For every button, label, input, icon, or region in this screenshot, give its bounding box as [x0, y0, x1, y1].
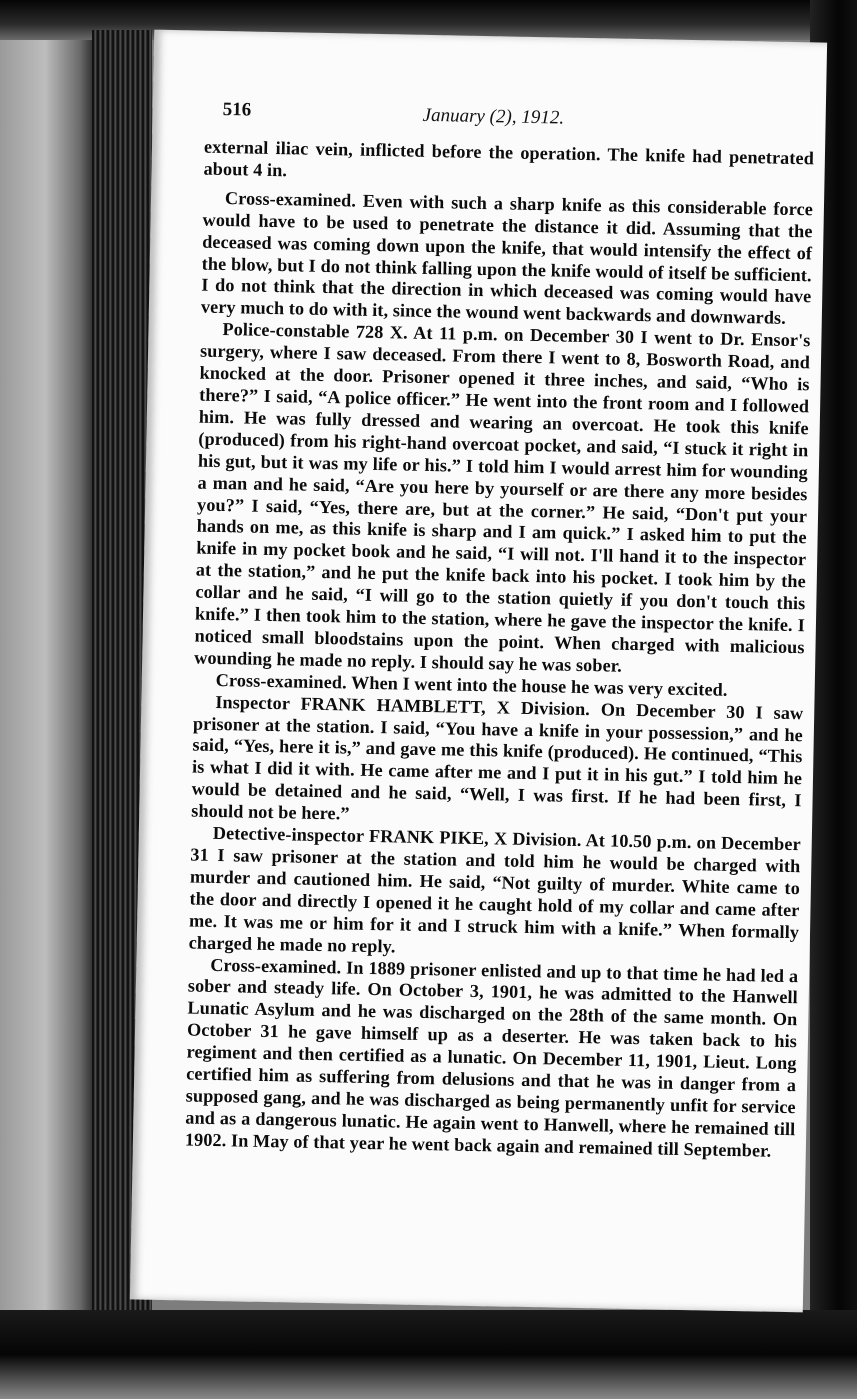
page-number: 516: [222, 98, 252, 121]
scan-background-bottom: [0, 1310, 857, 1399]
paragraph-cross-examined-pike: Cross-examined. In 1889 prisoner enlisted and up to that time he had led a sober and steady life. On October 3, 1901, he was admitted to the Hanwell Lunatic Asylum and he was discharged on the 28th of the same month. On October 31 he gave himself up as a deserter. He was taken back to his regiment and then certified as a lunatic. On December 11, 1901, Lieut. Long certified him as suffering from delusions and that he was in danger from a supposed gang, and he was discharged as being permanently unfit for service and as a dangerous lunatic. He again went to Hanwell, where he remained till 1902. In May of that year he went back again and remained till September.: [184, 954, 799, 1161]
paragraph-inspector-hamblett: Inspector FRANK HAMBLETT, X Division. On December 30 I saw prisoner at the station. I said, “You have a knife in your possession,” and he said, “Yes, here it is,” and gave me this knife (produced). He continued, “This is what I did it with. He came after me and I put it in his gut.” I told him he would be detained and he said, “Well, I was first. If he had been first, I should not be here.”: [191, 691, 804, 824]
paragraph-continuation: external iliac vein, inflicted before the operation. The knife had penetrated about 4 in.: [203, 136, 815, 181]
page-header: [222, 99, 782, 140]
book-page: [130, 30, 827, 1313]
running-head-date: January (2), 1912.: [422, 104, 565, 129]
paragraph-cross-examined-surgeon: Cross-examined. Even with such a sharp knife as this considerable force would have to be used to penetrate the distance it did. Assuming that the deceased was coming down upon the knife, that would intensify the effect of the blow, but I do not think falling upon the knife would of itself be sufficient. I do not think that the direction in which deceased was coming would have very much to do with it, since the wound went backwards and downwards.: [200, 187, 814, 329]
paragraph-police-constable-testimony: Police-constable 728 X. At 11 p.m. on December 30 I went to Dr. Ensor's surgery, where I saw deceased. From there I went to 8, Bosworth Road, and knocked at the door. Prisoner opened it three inches, and said, “Who is there?” I said, “A police officer.” He went into the front room and I followed him. He was fully dressed and wearing an overcoat. He took this knife (produced) from his right-hand overcoat pocket, and said, “I stuck it right in his gut, but it was my life or his.” I told him I would arrest him for wounding a man and he said, “Are you here by yourself or are there any more besides you?” I said, “Yes, there are, but at the corner.” He said, “Don't put your hands on me, as this knife is sharp and I am quick.” I asked him to put the knife in my pocket book and he said, “I will not. I'll hand it to the inspector at the station,” and he put the knife back into his pocket. I took him by the collar and he said, “I will go to the station quietly if you don't touch this knife.” I then took him to the station, where he gave the inspector the knife. I noticed small bloodstains upon the point. When charged with malicious wounding he made no reply. I should say he was sober.: [194, 319, 811, 676]
scan-background-left: [0, 0, 100, 1399]
paragraph-cross-examined-constable: Cross-examined. When I went into the house he was very excited.: [215, 669, 728, 700]
page-body-text: [185, 137, 814, 1163]
paragraph-detective-inspector-pike: Detective-inspector FRANK PIKE, X Division. At 10.50 p.m. on December 31 I saw prisoner at the station and told him he would be charged with murder and cautioned him. He said, “Not guilty of murder. White came to the door and directly I opened it he caught hold of my collar and came after me. It was me or him for it and I struck him with a knife.” When formally charged he made no reply.: [188, 823, 801, 957]
